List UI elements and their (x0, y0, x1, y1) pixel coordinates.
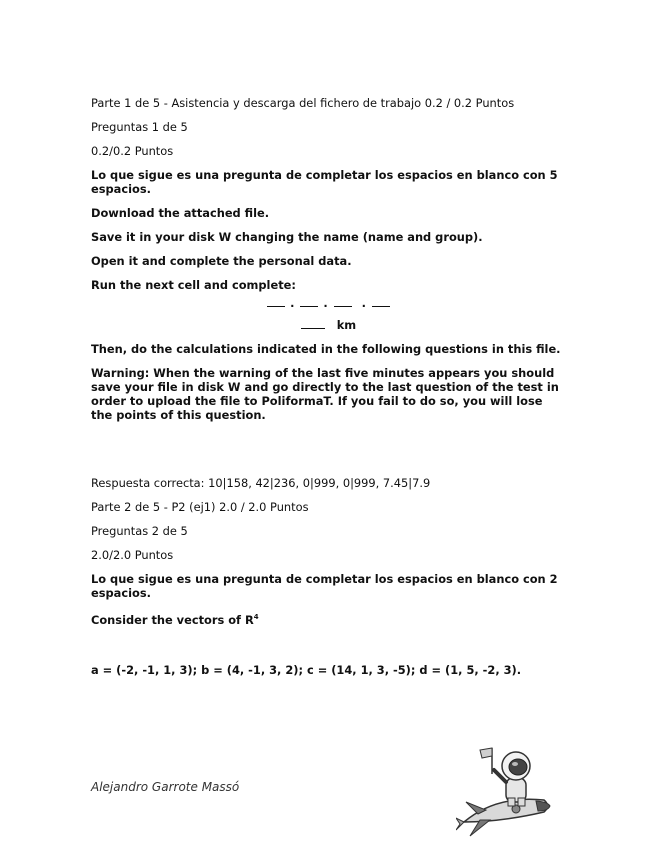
part2-questions: Preguntas 2 de 5 (91, 524, 188, 538)
part1-line-run: Run the next cell and complete: (91, 278, 296, 292)
part2-consider (91, 610, 566, 627)
blank-field-2[interactable] (300, 296, 318, 307)
consider-superscript: 4 (253, 613, 259, 621)
part2-points: 2.0/2.0 Puntos (91, 548, 174, 562)
part2-vectors: a = (-2, -1, 1, 3); b = (4, -1, 3, 2); c = (14, 1, 3, -5); d = (1, 5, -2, 3). (91, 662, 522, 677)
part1-line-open: Open it and complete the personal data. (91, 254, 352, 268)
part1-header: Parte 1 de 5 - Asistencia y descarga del fichero de trabajo 0.2 / 0.2 Puntos (91, 96, 515, 110)
document-body (91, 96, 566, 687)
blank-field-1[interactable] (267, 296, 285, 307)
spacer (91, 432, 566, 476)
spacer (91, 637, 566, 663)
blank-field-3[interactable] (334, 296, 352, 307)
blank-fields-row: . . . (91, 296, 566, 310)
blank-field-5[interactable] (301, 318, 325, 329)
part2-header: Parte 2 de 5 - P2 (ej1) 2.0 / 2.0 Puntos (91, 500, 309, 514)
part2-intro: Lo que sigue es una pregunta de completar los espacios en blanco con 2 espacios. (91, 572, 558, 600)
unit-label: km (336, 318, 357, 332)
consider-text: Consider the vectors of R (91, 612, 254, 627)
blank-unit-row (91, 318, 566, 332)
blank-field-4[interactable] (372, 296, 390, 307)
part1-line-save: Save it in your disk W changing the name (name and group). (91, 230, 483, 244)
part1-line-download: Download the attached file. (91, 206, 270, 220)
part1-points: 0.2/0.2 Puntos (91, 144, 174, 158)
part1-answer: Respuesta correcta: 10|158, 42|236, 0|999, 0|999, 7.45|7.9 (91, 476, 431, 490)
astronaut-rocket-illustration (456, 740, 556, 840)
author-name: Alejandro Garrote Massó (91, 780, 240, 794)
part1-warning: Warning: When the warning of the last five minutes appears you should save your file in disk W and go directly to the last question of the test in order to upload the file to PoliformaT. If you fail to do so, you will lose the points of this question. (91, 366, 559, 422)
part1-questions: Preguntas 1 de 5 (91, 120, 188, 134)
part1-line-calculations: Then, do the calculations indicated in the following questions in this file. (91, 342, 561, 356)
part1-intro: Lo que sigue es una pregunta de completar los espacios en blanco con 5 espacios. (91, 168, 558, 196)
